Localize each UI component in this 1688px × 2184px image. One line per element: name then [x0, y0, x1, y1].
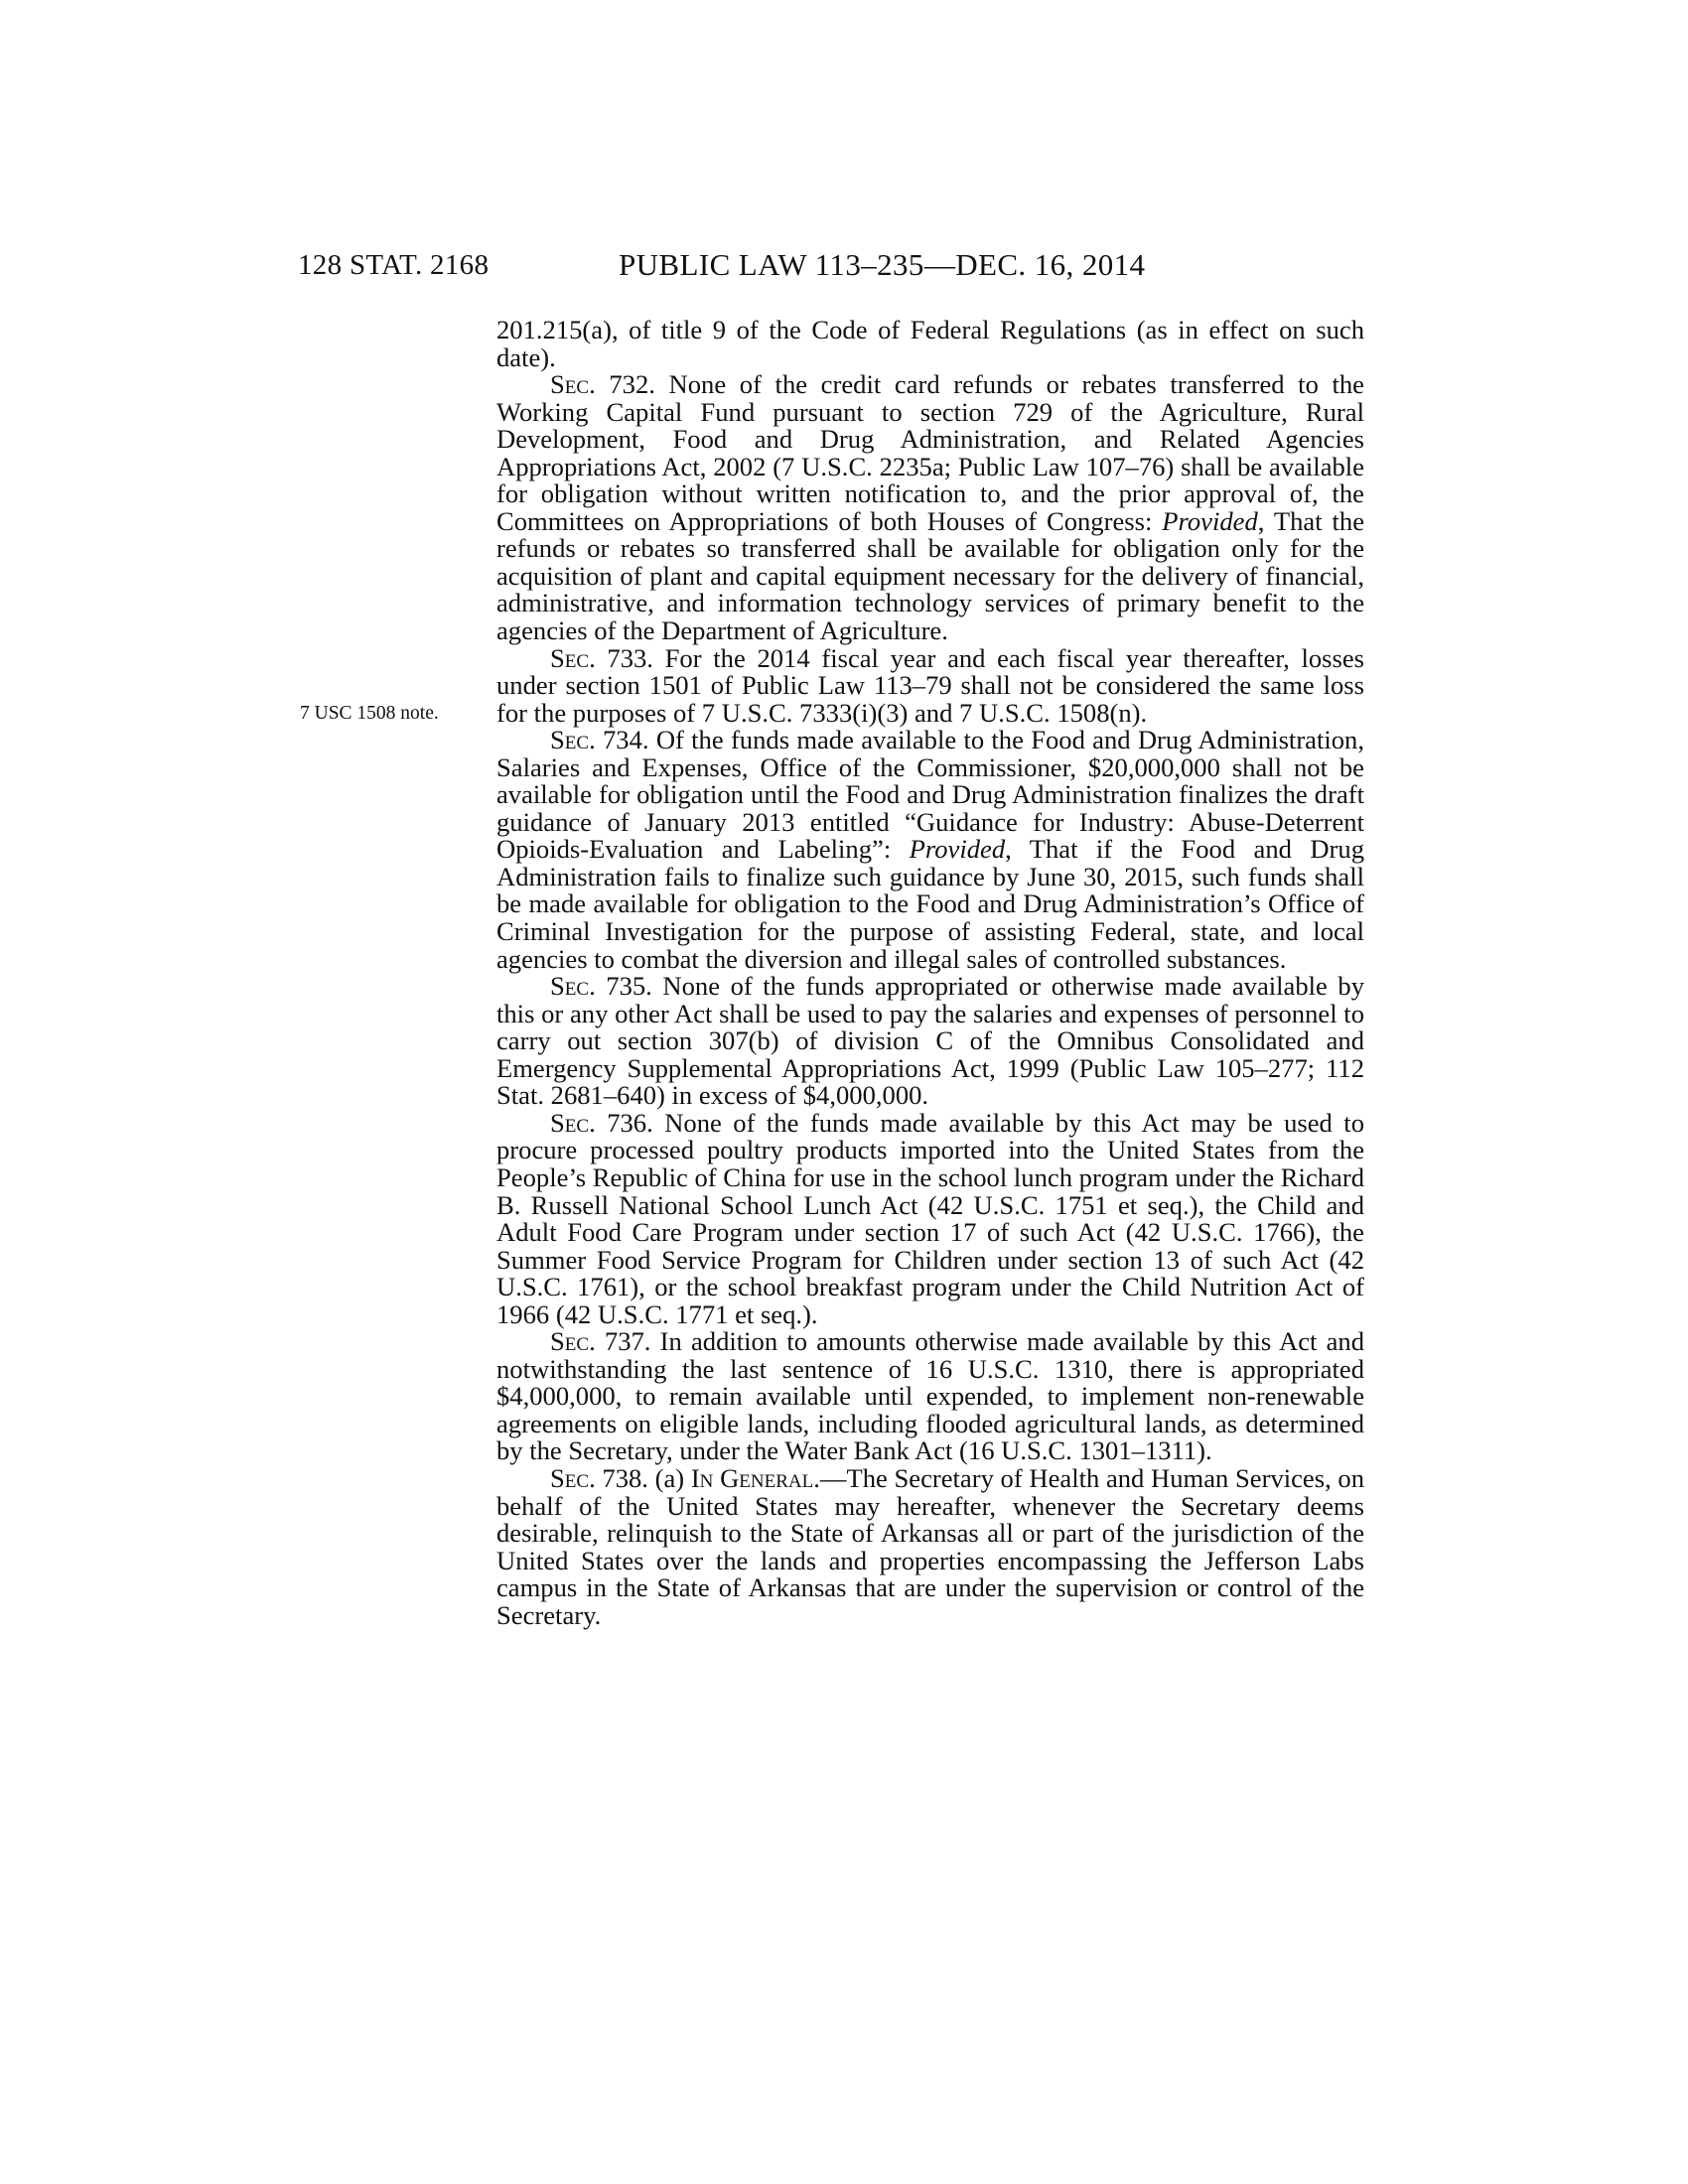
- section-737: [496, 1328, 1364, 1465]
- margin-note: 7 USC 1508 note.: [300, 703, 439, 724]
- provided-term: Provided: [909, 834, 1006, 865]
- section-text: 734. Of the funds made available to the Food and Drug Administration, Salaries and Expenses, Office of the Commissioner, $20,000,000 shall not be available for obligation until the Food and Drug Administration finalizes the draft guidance of January 2013 entitled “Guidance for Industry: Abuse-Deterrent Opioids-Evaluation and Labeling”:: [496, 725, 1364, 865]
- body-text: [496, 317, 1364, 1629]
- paragraph-continuation: [496, 317, 1364, 371]
- law-title: PUBLIC LAW 113–235—DEC. 16, 2014: [619, 247, 1146, 282]
- sec-label: Sec.: [550, 1326, 596, 1357]
- section-text: 736. None of the funds made available by this Act may be used to procure processed poultry products imported into the United States from the People’s Republic of China for use in the school lunch program under the Richard B. Russell National School Lunch Act (42 U.S.C. 1751 et seq.), the Child and Adult Food Care Program under section 17 of such Act (42 U.S.C. 1766), the Summer Food Service Program for Children under section 13 of such Act (42 U.S.C. 1761), or the school breakfast program under the Child Nutrition Act of 1966 (42 U.S.C. 1771 et seq.).: [496, 1107, 1364, 1329]
- section-text-rest: , That if the Food and Drug Administration fails to finalize such guidance by June 30, 2015, such funds shall be made available for obligation to the Food and Drug Administration’s Office of Criminal Investigation for the purpose of assisting Federal, state, and local agencies to combat the diversion and illegal sales of controlled substances.: [496, 834, 1364, 974]
- section-text-rest: , That the refunds or rebates so transferred shall be available for obligation only for the acquisition of plant and capital equipment necessary for the delivery of financial, administrative, and information technology services of primary benefit to the agencies of the Department of Agriculture.: [496, 505, 1365, 646]
- section-text-rest: .—The Secretary of Health and Human Services, on behalf of the United States may hereafter, whenever the Secretary deems desirable, relinquish to the State of Arkansas all or part of the jurisdiction of the United States over the lands and properties encompassing the Jefferson Labs campus in the State of Arkansas that are under the supervision or control of the Secretary.: [496, 1462, 1365, 1630]
- section-734: [496, 727, 1364, 973]
- sec-label: Sec.: [550, 1107, 596, 1138]
- section-text: 738. (a): [595, 1462, 691, 1493]
- section-735: [496, 973, 1364, 1110]
- section-736: [496, 1107, 1364, 1329]
- provided-term: Provided: [1162, 505, 1258, 536]
- sec-label: Sec.: [550, 725, 596, 755]
- section-text: 732. None of the credit card refunds or rebates transferred to the Working Capital Fund pursuant to section 729 of the Agriculture, Rural Development, Food and Drug Administration, and Related Agencies Appropriations Act, 2002 (7 U.S.C. 2235a; Public Law 107–76) shall be available for obligation without written notification to, and the prior approval of, the Committees on Appropriations of both Houses of Congress:: [496, 369, 1364, 536]
- sec-label: Sec.: [550, 369, 596, 400]
- sec-label: Sec.: [550, 642, 596, 673]
- section-text: 735. None of the funds appropriated or otherwise made available by this or any other Act shall be used to pay the salaries and expenses of personnel to carry out section 307(b) of division C of the Omnibus Consolidated and Emergency Supplemental Appropriations Act, 1999 (Public Law 105–277; 112 Stat. 2681–640) in excess of $4,000,000.: [496, 971, 1364, 1111]
- section-732: [496, 371, 1364, 644]
- running-header: [0, 248, 1688, 288]
- subsection-heading: In General: [690, 1462, 814, 1493]
- section-738: [496, 1462, 1365, 1630]
- sec-label: Sec.: [550, 971, 596, 1002]
- section-text: 737. In addition to amounts otherwise made available by this Act and notwithstanding the last sentence of 16 U.S.C. 1310, there is appropriated $4,000,000, to remain available until expended, to implement non-renewable agreements on eligible lands, including flooded agricultural lands, as determined by the Secretary, under the Water Bank Act (16 U.S.C. 1301–1311).: [496, 1326, 1364, 1466]
- sec-label: Sec.: [550, 1462, 596, 1493]
- section-text: 733. For the 2014 fiscal year and each fiscal year thereafter, losses under section 1501 of Public Law 113–79 shall not be considered the same loss for the purposes of 7 U.S.C. 7333(i)(3) and 7 U.S.C. 1508(n).: [496, 642, 1364, 728]
- section-733: [496, 642, 1364, 728]
- paragraph-text: 201.215(a), of title 9 of the Code of Federal Regulations (as in effect on such date).: [496, 315, 1364, 372]
- stat-citation: 128 STAT. 2168: [298, 249, 490, 281]
